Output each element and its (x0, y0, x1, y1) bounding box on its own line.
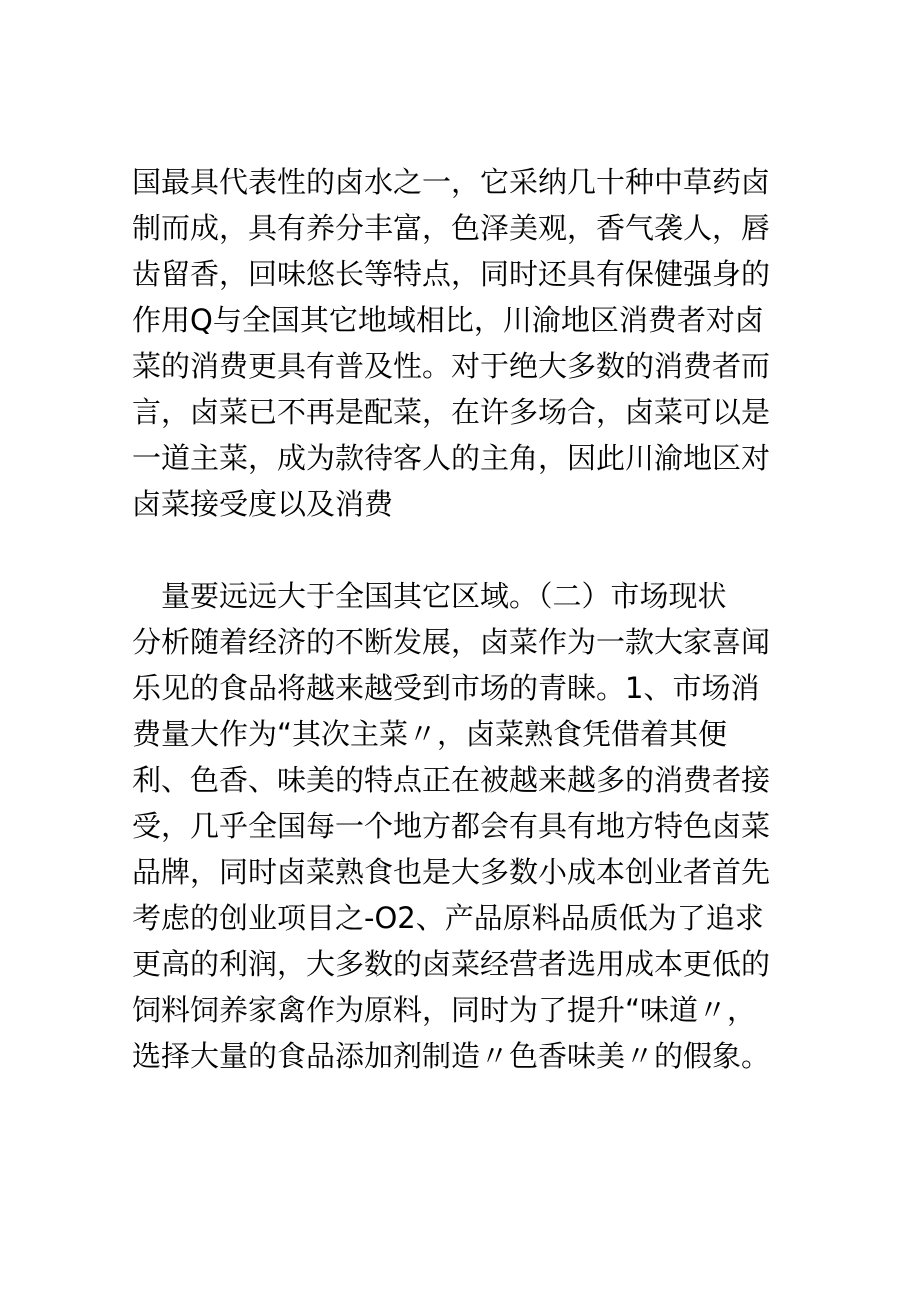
paragraph-2 (132, 573, 792, 1079)
text-line: 分析随着经济的不断发展，卤菜作为一款大家喜闻 (132, 625, 771, 659)
text-line: 作用Q与全国其它地域相比，川渝地区消费者对卤 (132, 303, 764, 337)
text-line: 一道主菜，成为款待客人的主角，因此川渝地区对 (132, 441, 771, 475)
text-line: 菜的消费更具有普及性。对于绝大多数的消费者而 (132, 349, 771, 383)
text-line: 量要远远大于全国其它区域。（二）市场现状 (132, 579, 727, 613)
text-line: 选择大量的食品添加剂制造〃色香味美〃的假象。 (132, 1039, 771, 1073)
text-line: 考虑的创业项目之-O2、产品原料品质低为了追求 (132, 901, 764, 935)
text-line: 言，卤菜已不再是配菜，在许多场合，卤菜可以是 (132, 395, 771, 429)
text-line: 齿留香，回味悠长等特点，同时还具有保健强身的 (132, 257, 771, 291)
text-line: 更高的利润，大多数的卤菜经营者选用成本更低的 (132, 947, 771, 981)
text-line: 品牌，同时卤菜熟食也是大多数小成本创业者首先 (132, 855, 771, 889)
text-line: 卤菜接受度以及消费 (132, 487, 394, 521)
text-line: 费量大作为“其次主菜〃，卤菜熟食凭借着其便 (132, 717, 728, 751)
text-line: 饲料饲养家禽作为原料，同时为了提升“味道〃， (132, 993, 757, 1027)
text-line: 乐见的食品将越来越受到市场的青睐。1、市场消 (132, 671, 760, 705)
text-line: 受，几乎全国每一个地方都会有具有地方特色卤菜 (132, 809, 771, 843)
paragraph-1 (132, 159, 792, 527)
text-line: 利、色香、味美的特点正在被越来越多的消费者接 (132, 763, 771, 797)
text-line: 制而成，具有养分丰富，色泽美观，香气袭人，唇 (132, 211, 771, 245)
text-line: 国最具代表性的卤水之一，它采纳几十种中草药卤 (132, 165, 771, 199)
